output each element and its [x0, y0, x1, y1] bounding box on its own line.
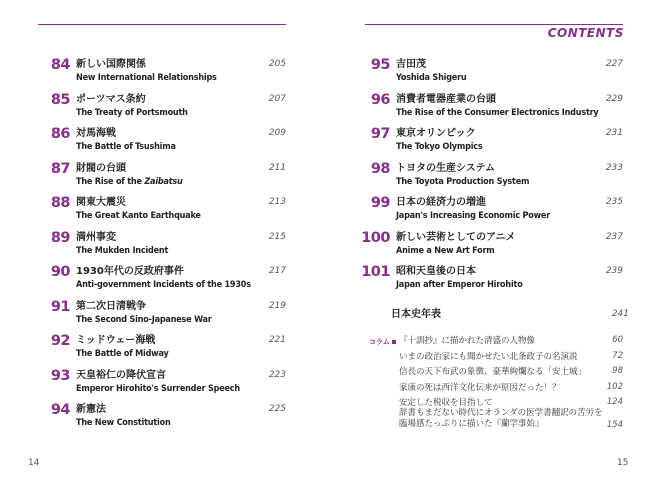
entry-number: 90 [50, 264, 70, 280]
timeline-page: 241 [611, 309, 629, 319]
column-item[interactable]: 辞書もまだない時代にオランダの医学書翻訳の苦労を [399, 408, 603, 418]
toc-entry[interactable] [358, 195, 623, 225]
entry-page: 231 [605, 128, 623, 138]
entry-number: 91 [50, 298, 70, 315]
toc-entry[interactable] [358, 92, 623, 122]
entry-page: 217 [268, 266, 286, 276]
column-item-page: 98 [612, 366, 623, 377]
top-rule [38, 24, 286, 25]
entry-title-jp: 日本の経済力の増進 [396, 197, 486, 208]
entry-page: 219 [268, 300, 286, 311]
entry-title-en: The New Constitution [76, 418, 171, 428]
column-item-page: 124 [606, 397, 623, 408]
entry-title-en: The Second Sino-Japanese War [76, 314, 212, 325]
entry-page: 215 [268, 231, 286, 242]
entry-title-en: The Mukden Incident [76, 245, 169, 256]
column-label: コラム [369, 338, 390, 346]
entry-title-jp: 天皇裕仁の降伏宣言 [76, 369, 166, 381]
entry-page: 223 [268, 369, 286, 380]
entry-title-en: The Battle of Tsushima [76, 142, 176, 152]
toc-entry[interactable] [358, 126, 623, 156]
toc-entry[interactable] [38, 299, 286, 329]
column-item[interactable]: 家康の死は西洋文化伝来が原因だった！？ [399, 382, 561, 393]
entry-page: 239 [605, 266, 623, 276]
entry-title-jp: ポーツマス条約 [76, 93, 146, 105]
toc-entry[interactable] [38, 368, 286, 398]
entry-title-jp: 昭和天皇後の日本 [396, 266, 476, 277]
column-item-page: 60 [612, 335, 623, 345]
column-item[interactable]: いまの政治家にも聞かせたい北条政子の名演説 [399, 351, 578, 362]
column-bullet-icon [392, 340, 396, 344]
entry-page: 229 [605, 93, 623, 104]
toc-entry[interactable] [358, 57, 623, 87]
timeline-entry[interactable] [353, 307, 629, 337]
entry-number: 84 [50, 57, 70, 73]
entry-title-jp: 関東大震災 [76, 197, 126, 208]
column-item-page: 72 [612, 350, 623, 361]
entry-title-jp: 財閥の台頭 [76, 162, 126, 174]
entry-title-en: The Treaty of Portsmouth [76, 107, 188, 118]
entry-title-en: The Rise of the Consumer Electronics Industry [396, 107, 599, 118]
entry-number: 100 [361, 229, 390, 246]
toc-entry[interactable] [38, 264, 286, 294]
entry-title-jp: 第二次日清戦争 [76, 300, 146, 312]
entry-title-jp: 消費者電器産業の台頭 [396, 93, 496, 105]
entry-number: 89 [50, 229, 70, 246]
entry-title-jp: 新しい国際関係 [76, 59, 146, 70]
page-number-right: 15 [617, 458, 629, 468]
entry-number: 92 [50, 333, 70, 349]
entry-title-en: The Great Kanto Earthquake [76, 211, 201, 221]
entry-title-en: Yoshida Shigeru [396, 73, 467, 83]
top-rule [365, 24, 623, 25]
entry-title-jp: 東京オリンピック [396, 128, 476, 139]
toc-entry[interactable] [38, 402, 286, 432]
column-item[interactable]: 『十訓抄』に描かれた清盛の人物像 [399, 336, 536, 346]
entry-page: 207 [268, 93, 286, 104]
entry-title-jp: ミッドウェー海戦 [76, 335, 156, 346]
entry-page: 225 [268, 404, 286, 414]
entry-title-en: The Toyota Production System [396, 176, 530, 187]
entry-number: 99 [370, 195, 390, 211]
toc-entry[interactable] [38, 126, 286, 156]
entry-page: 211 [268, 162, 286, 173]
entry-page: 205 [268, 59, 286, 69]
entry-title-en: Anime a New Art Form [396, 245, 495, 256]
page-number-left: 14 [28, 458, 40, 468]
entry-title-en: Japan's Increasing Economic Power [396, 211, 551, 221]
entry-number: 94 [50, 402, 70, 418]
toc-entry[interactable] [38, 57, 286, 87]
toc-entry[interactable] [38, 230, 286, 260]
column-item[interactable]: 臨場感たっぷりに描いた『蘭学事始』 [399, 419, 544, 429]
entry-number: 98 [370, 160, 390, 177]
entry-title-jp: 1930年代の反政府事件 [76, 266, 184, 277]
column-item[interactable]: 安定した税収を目指して [399, 398, 493, 409]
column-item[interactable]: 信長の天下布武の象徴、豪華絢爛なる「安土城」 [399, 367, 587, 378]
toc-entry[interactable] [358, 161, 623, 191]
entry-page: 221 [268, 335, 286, 345]
entry-title-en: The Tokyo Olympics [396, 142, 483, 152]
entry-title-jp: 満州事変 [76, 231, 116, 243]
contents-heading: CONTENTS [547, 26, 624, 40]
timeline-title: 日本史年表 [391, 309, 441, 320]
entry-page: 213 [268, 197, 286, 207]
toc-entry[interactable] [38, 195, 286, 225]
toc-entry[interactable] [358, 230, 623, 260]
entry-title-jp: 吉田茂 [396, 59, 426, 70]
entry-title-en: Anti-government Incidents of the 1930s [76, 280, 251, 290]
entry-number: 88 [50, 195, 70, 211]
entry-title-en: Japan after Emperor Hirohito [396, 280, 523, 290]
entry-number: 85 [50, 91, 70, 108]
toc-entry[interactable] [358, 264, 623, 294]
entry-number: 95 [370, 57, 390, 73]
column-item-page: 154 [606, 420, 623, 430]
entry-title-jp: トヨタの生産システム [396, 162, 495, 174]
entry-number: 96 [370, 91, 390, 108]
entry-title-jp: 対馬海戦 [76, 128, 116, 139]
right-page [325, 0, 650, 477]
entry-title-en: New International Relationships [76, 73, 217, 83]
toc-entry[interactable] [38, 161, 286, 191]
entry-page: 209 [268, 128, 286, 138]
entry-page: 237 [605, 231, 623, 242]
entry-number: 87 [50, 160, 70, 177]
entry-number: 97 [370, 126, 390, 142]
column-item-page: 102 [606, 381, 623, 392]
entry-title-jp: 新しい芸術としてのアニメ [396, 231, 516, 243]
toc-entry[interactable] [38, 333, 286, 363]
entry-number: 86 [50, 126, 70, 142]
entry-page: 227 [605, 59, 623, 69]
entry-page: 233 [605, 162, 623, 173]
entry-title-en: Emperor Hirohito's Surrender Speech [76, 383, 240, 394]
entry-title-en: The Battle of Midway [76, 349, 169, 359]
toc-entry[interactable] [38, 92, 286, 122]
entry-number: 101 [361, 264, 390, 280]
entry-title-jp: 新憲法 [76, 404, 106, 415]
entry-number: 93 [50, 367, 70, 384]
entry-title-en: The Rise of the Zaibatsu [76, 176, 183, 187]
entry-page: 235 [605, 197, 623, 207]
